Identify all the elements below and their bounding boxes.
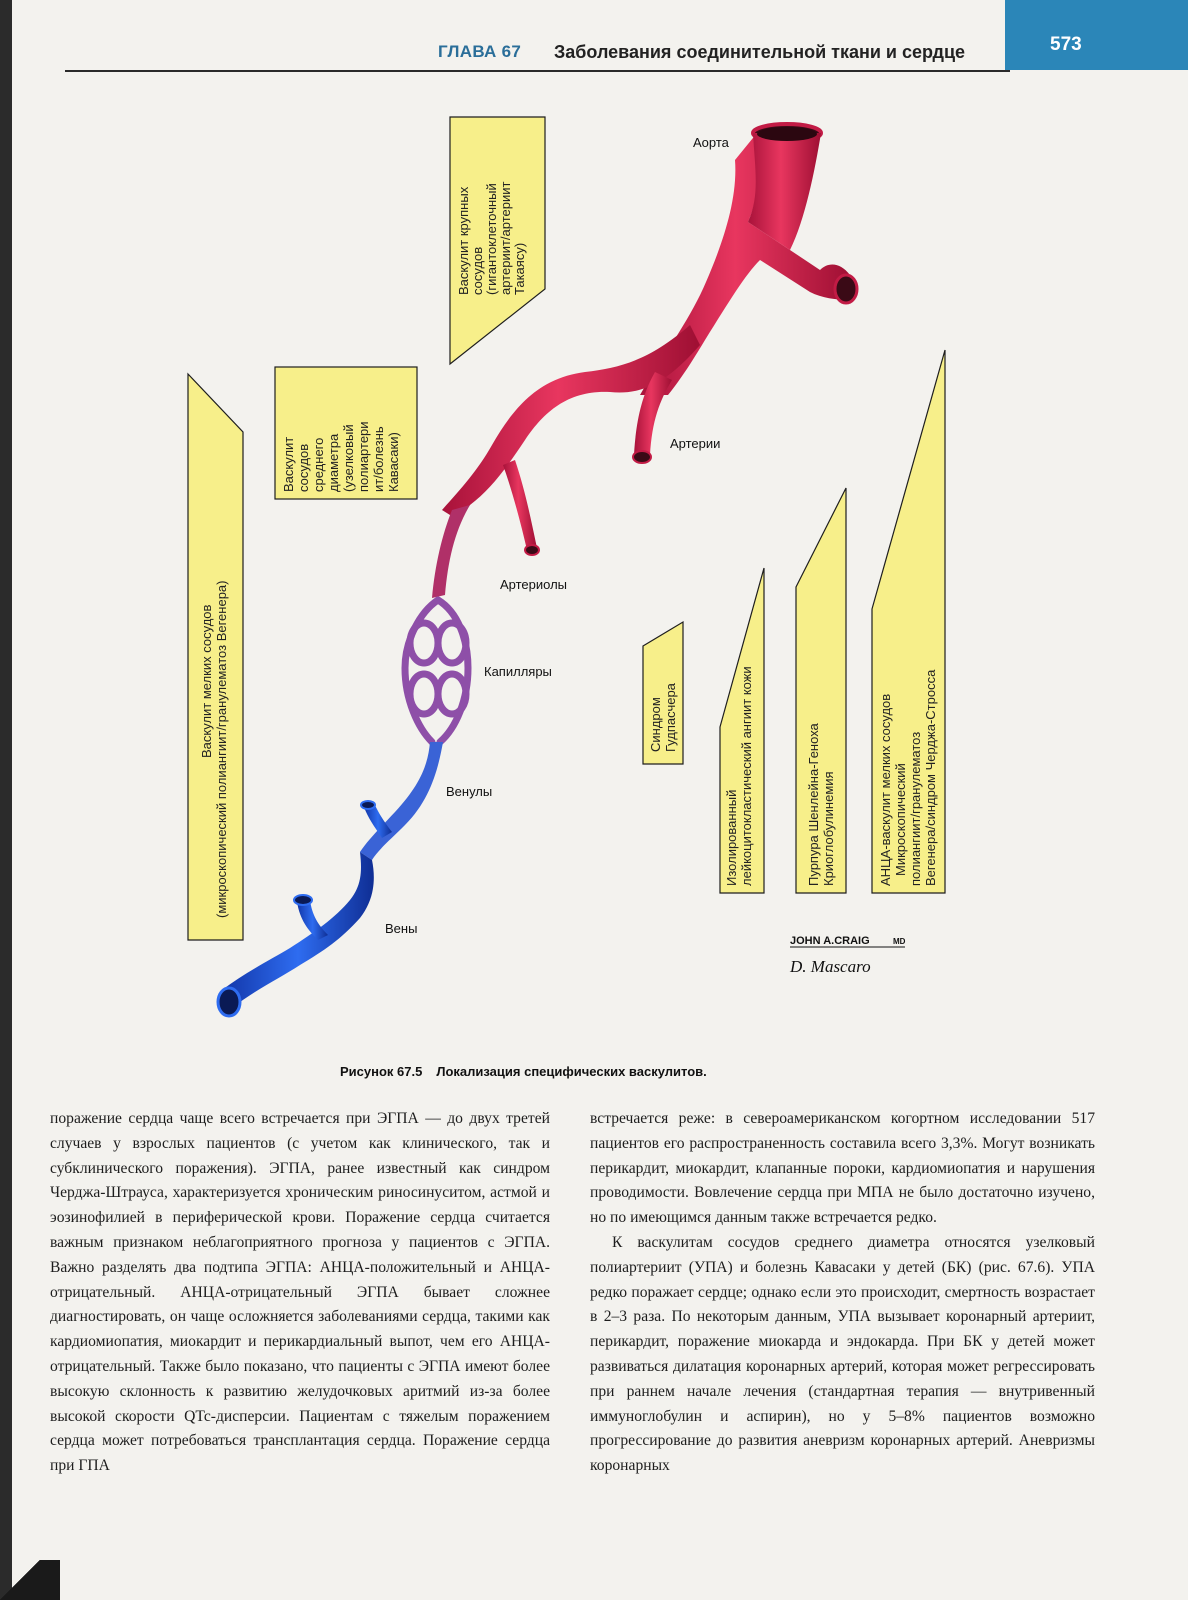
- svg-text:Кавасаки): Кавасаки): [386, 432, 401, 492]
- box-large-vessel-vasculitis: [450, 117, 545, 364]
- page-number: 573: [1050, 34, 1082, 55]
- header-rule: [65, 70, 1010, 72]
- svg-text:Пурпура Шенлейна-Геноха: Пурпура Шенлейна-Геноха: [806, 723, 821, 886]
- arteriole-opening: [525, 545, 539, 555]
- vasculitis-localization-diagram: [0, 95, 1188, 1065]
- figure-caption: [340, 1064, 707, 1079]
- capillary-network: [405, 600, 468, 742]
- svg-text:полиангиит/гранулематоз: полиангиит/гранулематоз: [908, 731, 923, 886]
- label-venules: Венулы: [446, 784, 493, 799]
- artist-signature: [789, 935, 906, 976]
- svg-text:Такаясу): Такаясу): [512, 242, 527, 295]
- label-veins: Вены: [385, 921, 418, 936]
- vein-branch: [297, 900, 328, 940]
- svg-text:Микроскопический: Микроскопический: [893, 763, 908, 876]
- body-paragraph: К васкулитам сосудов среднего диаметра относятся узелковый полиартериит (УПА) и болезнь Кавасаки у детей (БК) (рис. 67.6). УПА редко поражает сердце; однако если это происходит, смертность возрастает в 2–3 раза. По некоторым данным, УПА вызывает коронарный артериит, перикардит, поражение миокарда и эндокарда. При БК у детей может развиваться дилатация коронарных артерий, которая может регрессировать при раннем начале лечения (стандартная терапия — внутривенный иммуноглобулин и аспирин), но у 5–8% пациентов возможно прогрессирование до развития аневризм коронарных артерий. Аневризмы коронарных: [590, 1233, 1095, 1475]
- vein-opening: [218, 988, 240, 1016]
- svg-text:Изолированный: Изолированный: [724, 789, 739, 886]
- svg-text:сосудов: сосудов: [296, 443, 311, 492]
- svg-text:артериит/артериит: артериит/артериит: [498, 181, 513, 295]
- venous-tree: [218, 742, 443, 1016]
- arteriole-main: [432, 505, 470, 598]
- box-goodpasture-syndrome: [643, 622, 683, 764]
- page-corner-shadow: [0, 1560, 60, 1600]
- svg-text:лейкоцитокластический ангиит к: лейкоцитокластический ангиит кожи: [739, 666, 754, 886]
- svg-text:Гудпасчера: Гудпасчера: [663, 683, 678, 752]
- svg-text:диаметра: диаметра: [326, 433, 341, 492]
- svg-text:АНЦА-васкулит мелких сосудов: АНЦА-васкулит мелких сосудов: [878, 693, 893, 886]
- body-column-left: [50, 1107, 550, 1479]
- label-aorta: Аорта: [693, 135, 729, 150]
- vein-branch-opening: [294, 895, 312, 905]
- svg-text:Васкулит крупных: Васкулит крупных: [456, 186, 471, 295]
- svg-text:Синдром: Синдром: [648, 697, 663, 752]
- venule-opening: [361, 801, 375, 809]
- svg-text:Вегенера/синдром Черджа-Стросс: Вегенера/синдром Черджа-Стросса: [923, 669, 938, 886]
- svg-text:(микроскопический полиангиит/г: (микроскопический полиангиит/гранулематоз Вегенера): [214, 580, 229, 918]
- label-arteries: Артерии: [670, 436, 721, 451]
- body-paragraph: поражение сердца чаще всего встречается при ЭГПА — до двух третей случаев у взрослых пациентов (с учетом как клинического, так и субклинического поражения). ЭГПА, ранее известный как синдром Черджа-Штрауса, характеризуется хроническим риносинуситом, астмой и эозинофилией в периферической крови. Поражение сердца считается важным признаком неблагоприятного прогноза у пациентов с ЭГПА. Важно разделять два подтипа ЭГПА: АНЦА-положительный и АНЦА-отрицательный. АНЦА-отрицательный ЭГПА бывает сложнее диагностировать, он чаще осложняется заболеваниями сердца, такими как кардиомиопатия, миокардит и перикардиальный выпот, чем его АНЦА-отрицательный. Также было показано, что пациенты с ЭГПА имеют более высокую склонность к развитию желудочковых аритмий из-за более высокой скорости QTc-дисперсии. Пациентам с тяжелым поражением сердца может потребоваться трансплантация сердца. Поражение сердца при ГПА: [50, 1110, 550, 1475]
- box-anca-vasculitis: [872, 350, 945, 893]
- figure-caption-label: Рисунок 67.5: [340, 1064, 423, 1079]
- box-henoch-schonlein-purpura: [796, 488, 846, 893]
- svg-text:D. Mascaro: D. Mascaro: [790, 957, 871, 976]
- aorta-branch-opening: [835, 275, 857, 303]
- svg-text:MD: MD: [893, 937, 906, 946]
- box-leukocytoclastic-angiitis: [720, 568, 764, 893]
- vein-main: [222, 852, 374, 1008]
- chapter-label: ГЛАВА 67: [438, 42, 522, 61]
- svg-text:Васкулит мелких сосудов: Васкулит мелких сосудов: [199, 604, 214, 758]
- label-capillaries: Капилляры: [484, 664, 552, 679]
- arteriole-branch: [503, 460, 537, 550]
- body-paragraph: встречается реже: в североамериканском когортном исследовании 517 пациентов его распространенность составила всего 3,3%. Могут возникать перикардит, миокардит, клапанные пороки, кардиомиопатия и нарушения проводимости. Вовлечение сердца при МПА не было достаточно изучено, но по имеющимся данным также встречается редко.: [590, 1110, 1095, 1227]
- artery-main: [442, 325, 700, 520]
- svg-text:полиартери: полиартери: [356, 421, 371, 492]
- svg-text:(гигантоклеточный: (гигантоклеточный: [484, 183, 499, 295]
- page-number-tab: [1005, 0, 1188, 70]
- svg-text:(узелковый: (узелковый: [341, 424, 356, 492]
- box-medium-vessel-vasculitis: [275, 367, 417, 499]
- figure-caption-title: Локализация специфических васкулитов.: [436, 1064, 707, 1079]
- svg-text:Васкулит: Васкулит: [281, 436, 296, 492]
- label-arterioles: Артериолы: [500, 577, 568, 592]
- svg-text:JOHN A.CRAIG: JOHN A.CRAIG: [790, 935, 870, 947]
- box-small-vessel-vasculitis: [188, 374, 243, 940]
- chapter-title: Заболевания соединительной ткани и сердце: [554, 42, 966, 62]
- svg-text:сосудов: сосудов: [470, 246, 485, 295]
- svg-text:ит/болезнь: ит/болезнь: [371, 426, 386, 492]
- body-column-right: [590, 1107, 1095, 1479]
- artery-branch-opening: [633, 451, 651, 463]
- svg-text:среднего: среднего: [311, 437, 326, 492]
- svg-text:Криоглобулинемия: Криоглобулинемия: [821, 771, 836, 886]
